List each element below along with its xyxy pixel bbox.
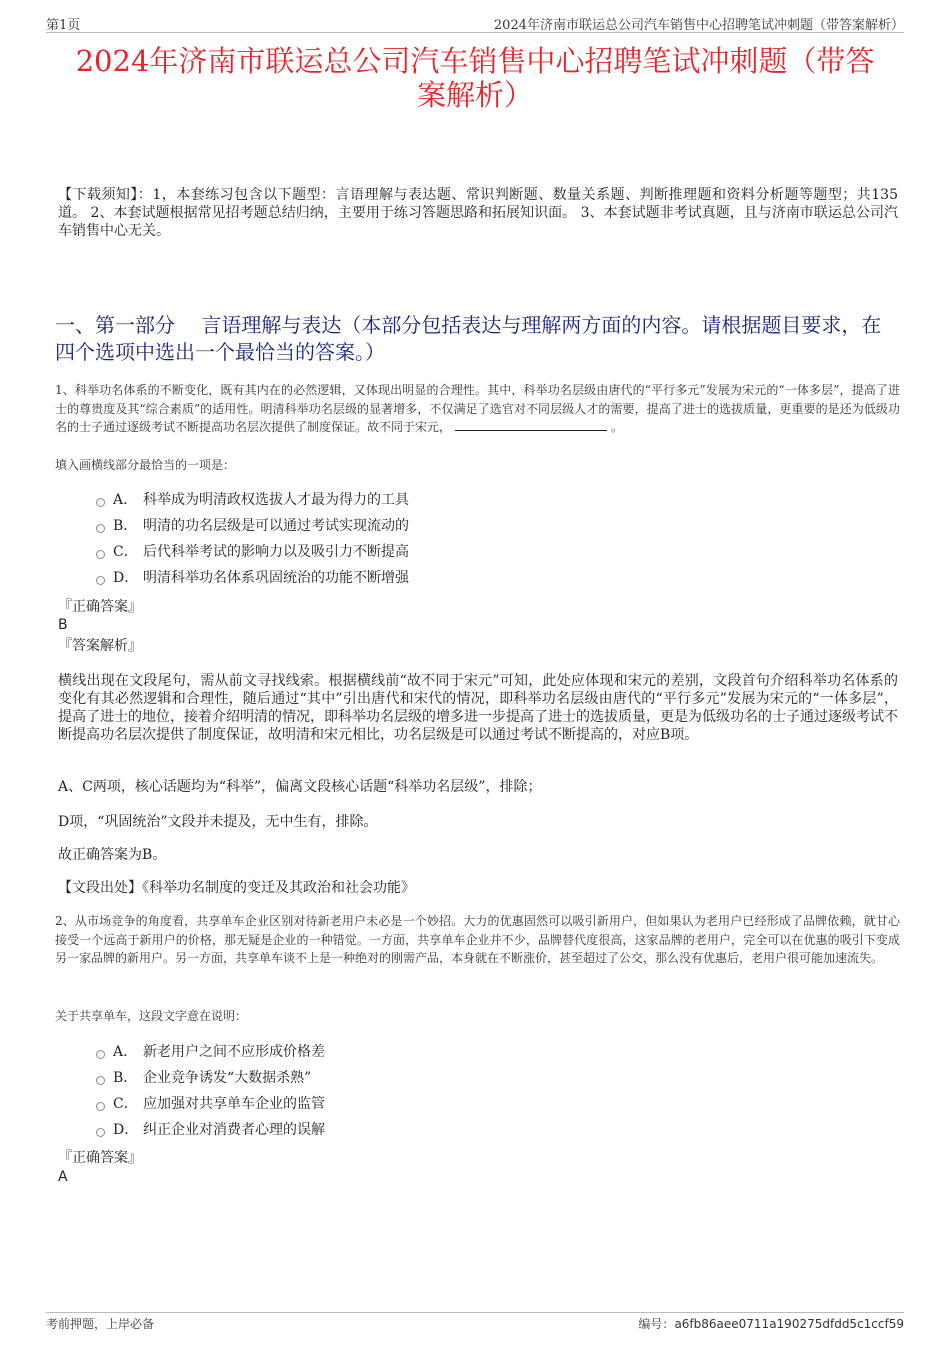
q2-answer-label: 『正确答案』 — [58, 1150, 142, 1166]
question-1-prompt: 填入画横线部分最恰当的一项是： — [55, 458, 236, 472]
page-number: 第1页 — [46, 18, 81, 33]
radio-icon[interactable] — [96, 524, 105, 533]
q1-source: 【文段出处】《科举功名制度的变迁及其政治和社会功能》 — [58, 880, 415, 896]
q2-answer: A — [58, 1169, 68, 1185]
question-2-stem: 2、从市场竞争的角度看，共享单车企业区别对待新老用户未必是一个妙招。大力的优惠固然可以吸引新用户，但如果认为老用户已经形成了品牌依赖，就甘心接受一个远高于新用户的价格，那无疑是企业的一种错觉。一方面，共享单车企业并不少，品牌替代度很高，这家品牌的老用户，完全可以在优惠的吸引下变成另一家品牌的新用户。另一方面，共享单车谈不上是一种绝对的刚需产品，本身就在不断涨价，甚至超过了公交，那么没有优惠后，老用户很可能加速流失。 — [55, 914, 900, 965]
q1-option-c[interactable]: C． 后代科举考试的影响力以及吸引力不断提高 — [96, 541, 409, 563]
question-1-stem: 1、科举功名体系的不断变化，既有其内在的必然逻辑，又体现出明显的合理性。其中，科举功名层级由唐代的“平行多元”发展为宋元的“一体多层”，提高了进士的尊贵度及其“综合素质”的适用性。明清科举功名层级的显著增多，不仅满足了选官对不同层级人才的需要，提高了进士的选拔质量，更重要的是还为低级功名的士子通过逐级考试不断提高功名层次提供了制度保证。故不同于宋元， 。 — [55, 383, 900, 434]
q1-answer: B — [58, 617, 68, 633]
radio-icon[interactable] — [96, 1128, 105, 1137]
footer-slogan: 考前押题，上岸必备 — [46, 1317, 155, 1331]
question-2-prompt: 关于共享单车，这段文字意在说明： — [55, 1009, 248, 1023]
radio-icon[interactable] — [96, 1102, 105, 1111]
q2-option-b[interactable]: B． 企业竞争诱发“大数据杀熟” — [96, 1067, 311, 1089]
radio-icon[interactable] — [96, 576, 105, 585]
footer-divider — [46, 1312, 904, 1313]
q2-option-a[interactable]: A． 新老用户之间不应形成价格差 — [96, 1041, 325, 1063]
q1-analysis-paragraph: A、C两项，核心话题均为“科举”，偏离文段核心话题“科举功名层级”，排除； — [58, 779, 542, 795]
q1-analysis-paragraph: 故正确答案为B。 — [58, 847, 167, 863]
q1-option-b[interactable]: B． 明清的功名层级是可以通过考试实现流动的 — [96, 515, 409, 537]
q2-option-c[interactable]: C． 应加强对共享单车企业的监管 — [96, 1093, 325, 1115]
radio-icon[interactable] — [96, 1050, 105, 1059]
section-heading: 一、第一部分 言语理解与表达（本部分包括表达与理解两方面的内容。请根据题目要求，在四个选项中选出一个最恰当的答案。） — [55, 313, 882, 364]
q1-analysis-paragraph: D项，“巩固统治”文段并未提及，无中生有，排除。 — [58, 814, 378, 830]
answer-blank — [455, 418, 607, 431]
q1-analysis-label: 『答案解析』 — [58, 638, 142, 654]
radio-icon[interactable] — [96, 550, 105, 559]
radio-icon[interactable] — [96, 498, 105, 507]
document-code: 编号：a6fb86aee0711a190275dfdd5c1ccf59 — [638, 1317, 904, 1331]
q1-option-a[interactable]: A． 科举成为明清政权选拔人才最为得力的工具 — [96, 489, 409, 511]
q2-option-d[interactable]: D． 纠正企业对消费者心理的误解 — [96, 1119, 325, 1141]
running-title: 2024年济南市联运总公司汽车销售中心招聘笔试冲刺题（带答案解析） — [493, 18, 904, 33]
radio-icon[interactable] — [96, 1076, 105, 1085]
q1-answer-label: 『正确答案』 — [58, 599, 142, 615]
q1-analysis-paragraph: 横线出现在文段尾句，需从前文寻找线索。根据横线前“故不同于宋元”可知，此处应体现和宋元的差别，文段首句介绍科举功名体系的变化有其必然逻辑和合理性，随后通过“其中”引出唐代和宋代的情况，即科举功名层级由唐代的“平行多元”发展为宋元的“一体多层”，提高了进士的地位，接着介绍明清的情况，即科举功名层级的增多进一步提高了进士的选拔质量，更是为低级功名的士子通过逐级考试不断提高功名层次提供了制度保证，故明清和宋元相比，功名层级是可以通过考试不断提高的，对应B项。 — [58, 673, 898, 743]
header-divider — [46, 32, 904, 33]
q1-option-d[interactable]: D． 明清科举功名体系巩固统治的功能不断增强 — [96, 567, 409, 589]
page-title: 2024年济南市联运总公司汽车销售中心招聘笔试冲刺题（带答 案解析） — [75, 44, 875, 112]
download-notice: 【下载须知】：1，本套练习包含以下题型：言语理解与表达题、常识判断题、数量关系题、判断推理题和资料分析题等题型；共135道。 2、本套试题根据常见招考题总结归纳，主要用于练习答题思路和拓展知识面。 3、本套试题非考试真题，且与济南市联运总公司汽车销售中心无关。 — [58, 187, 898, 239]
